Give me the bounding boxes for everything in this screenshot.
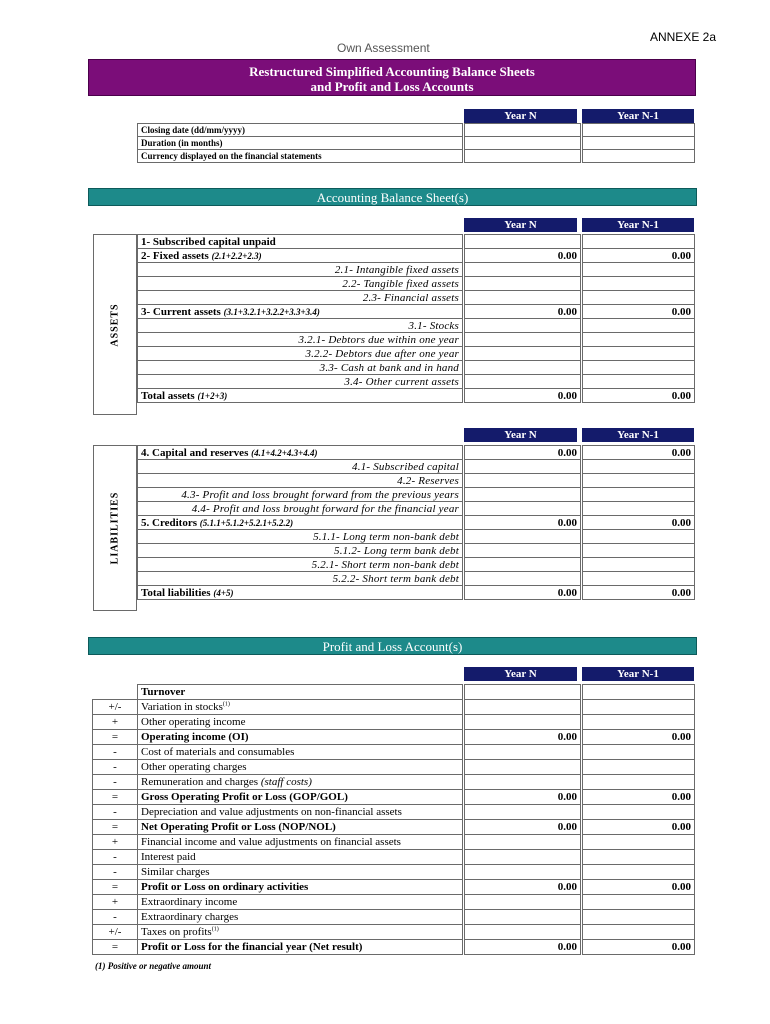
pl-year-n1-header: Year N-1 xyxy=(582,667,694,681)
liability-label-text: 4.4- Profit and loss brought forward for the financial year xyxy=(191,502,459,515)
pl-operator: + xyxy=(93,715,138,730)
pl-label xyxy=(138,730,463,745)
liability-row xyxy=(138,474,695,488)
asset-label xyxy=(138,249,463,263)
asset-label-text: 3.2.2- Debtors due after one year xyxy=(305,347,459,360)
liab-year-n1-header: Year N-1 xyxy=(582,428,694,442)
asset-label-text: 2.2- Tangible fixed assets xyxy=(342,277,459,290)
liability-row xyxy=(138,502,695,516)
pl-label-text: Taxes on profits xyxy=(141,926,212,938)
pl-value-n[interactable] xyxy=(465,850,581,865)
pl-row xyxy=(93,910,695,925)
liability-label xyxy=(138,488,463,502)
pl-value-n1[interactable]: 0.00 xyxy=(583,880,695,895)
pl-value-n1[interactable] xyxy=(583,910,695,925)
pl-operator xyxy=(93,685,138,700)
liability-row xyxy=(138,586,695,600)
pl-title: Profit and Loss Account(s) xyxy=(88,637,697,655)
pl-year-n-header: Year N xyxy=(464,667,577,681)
liability-label-text: 4.1- Subscribed capital xyxy=(352,460,459,473)
liability-value-n[interactable] xyxy=(465,488,581,502)
info-value-n1[interactable] xyxy=(583,150,695,163)
pl-value-n[interactable] xyxy=(465,700,581,715)
pl-table xyxy=(92,684,695,955)
pl-value-n1[interactable]: 0.00 xyxy=(583,940,695,955)
asset-row xyxy=(138,291,695,305)
liability-row xyxy=(138,460,695,474)
asset-label xyxy=(138,333,463,347)
pl-label xyxy=(138,715,463,730)
liability-label xyxy=(138,544,463,558)
asset-formula: (1+2+3) xyxy=(197,390,228,401)
liability-label-text: 4.2- Reserves xyxy=(397,474,459,487)
liabilities-side-label: LIABILITIES xyxy=(93,445,137,611)
pl-value-n1[interactable] xyxy=(583,745,695,760)
liability-formula: (4+5) xyxy=(213,587,234,598)
pl-operator: - xyxy=(93,775,138,790)
pl-operator: + xyxy=(93,895,138,910)
pl-value-n1[interactable]: 0.00 xyxy=(583,790,695,805)
asset-formula: (3.1+3.2.1+3.2.2+3.3+3.4) xyxy=(223,306,320,317)
info-value-n[interactable] xyxy=(465,137,581,150)
liability-value-n[interactable] xyxy=(465,474,581,488)
pl-row xyxy=(93,820,695,835)
pl-label-text: Variation in stocks xyxy=(141,701,223,713)
asset-row xyxy=(138,347,695,361)
pl-label xyxy=(138,850,463,865)
pl-value-n[interactable] xyxy=(465,865,581,880)
asset-value-n[interactable] xyxy=(465,291,581,305)
pl-value-n[interactable]: 0.00 xyxy=(465,820,581,835)
liability-label xyxy=(138,530,463,544)
liability-value-n1[interactable]: 0.00 xyxy=(583,446,695,460)
liability-formula: (4.1+4.2+4.3+4.4) xyxy=(251,447,318,458)
liability-value-n[interactable] xyxy=(465,460,581,474)
liability-value-n1[interactable] xyxy=(583,474,695,488)
pl-label xyxy=(138,760,463,775)
asset-label xyxy=(138,361,463,375)
pl-label xyxy=(138,805,463,820)
pl-row xyxy=(93,895,695,910)
info-value-n1[interactable] xyxy=(583,124,695,137)
asset-label xyxy=(138,347,463,361)
liability-row xyxy=(138,572,695,586)
pl-operator: - xyxy=(93,760,138,775)
pl-operator: - xyxy=(93,850,138,865)
info-year-n1-header: Year N-1 xyxy=(582,109,694,123)
pl-value-n[interactable] xyxy=(465,805,581,820)
asset-value-n[interactable] xyxy=(465,263,581,277)
liability-formula: (5.1.1+5.1.2+5.2.1+5.2.2) xyxy=(199,517,294,528)
asset-value-n1[interactable]: 0.00 xyxy=(583,249,695,263)
asset-row xyxy=(138,319,695,333)
asset-label-text: 3- Current assets xyxy=(141,305,221,318)
pl-operator: + xyxy=(93,835,138,850)
annexe-label: ANNEXE 2a xyxy=(649,30,716,44)
liability-row xyxy=(138,488,695,502)
liability-value-n[interactable] xyxy=(465,530,581,544)
liability-value-n[interactable]: 0.00 xyxy=(465,516,581,530)
liability-row xyxy=(138,446,695,460)
pl-value-n1[interactable] xyxy=(583,925,695,940)
pl-row xyxy=(93,805,695,820)
pl-value-n1[interactable] xyxy=(583,700,695,715)
liability-value-n1[interactable]: 0.00 xyxy=(583,586,695,600)
info-value-n1[interactable] xyxy=(583,137,695,150)
pl-operator: = xyxy=(93,940,138,955)
liability-value-n1[interactable] xyxy=(583,544,695,558)
pl-label-text: Depreciation and value adjustments on non-financial assets xyxy=(141,806,402,818)
asset-value-n1[interactable] xyxy=(583,235,695,249)
asset-value-n1[interactable]: 0.00 xyxy=(583,389,695,403)
asset-value-n1[interactable] xyxy=(583,319,695,333)
liability-label xyxy=(138,446,463,460)
pl-label-text: Other operating income xyxy=(141,716,246,728)
liability-label xyxy=(138,572,463,586)
pl-operator: - xyxy=(93,745,138,760)
pl-operator: - xyxy=(93,865,138,880)
pl-value-n1[interactable] xyxy=(583,775,695,790)
liability-label xyxy=(138,502,463,516)
asset-row xyxy=(138,277,695,291)
pl-label-text: Extraordinary income xyxy=(141,896,238,908)
liability-row xyxy=(138,516,695,530)
asset-label xyxy=(138,291,463,305)
pl-value-n[interactable]: 0.00 xyxy=(465,730,581,745)
liability-label xyxy=(138,586,463,600)
pl-operator: - xyxy=(93,805,138,820)
pl-value-n[interactable] xyxy=(465,745,581,760)
pl-value-n[interactable] xyxy=(465,760,581,775)
asset-row xyxy=(138,235,695,249)
info-label: Currency displayed on the financial statements xyxy=(138,150,463,163)
asset-label-text: 2- Fixed assets xyxy=(141,249,209,262)
own-assessment-label: Own Assessment xyxy=(337,41,430,55)
asset-value-n[interactable] xyxy=(465,235,581,249)
pl-value-n1[interactable] xyxy=(583,865,695,880)
title-line-2: and Profit and Loss Accounts xyxy=(310,79,474,94)
pl-value-n[interactable]: 0.00 xyxy=(465,790,581,805)
pl-value-n[interactable] xyxy=(465,910,581,925)
asset-label xyxy=(138,235,463,249)
asset-label-text: 2.1- Intangible fixed assets xyxy=(334,263,459,276)
pl-value-n[interactable] xyxy=(465,895,581,910)
pl-row xyxy=(93,745,695,760)
pl-label-text: Cost of materials and consumables xyxy=(141,746,295,758)
pl-row xyxy=(93,940,695,955)
pl-label xyxy=(138,925,463,940)
pl-operator: = xyxy=(93,820,138,835)
asset-value-n1[interactable]: 0.00 xyxy=(583,305,695,319)
pl-value-n[interactable]: 0.00 xyxy=(465,940,581,955)
liability-value-n1[interactable] xyxy=(583,530,695,544)
asset-label-text: 3.2.1- Debtors due within one year xyxy=(298,333,459,346)
pl-label-note: (staff costs) xyxy=(260,776,312,788)
pl-operator: = xyxy=(93,880,138,895)
liability-label xyxy=(138,460,463,474)
pl-label xyxy=(138,685,463,700)
pl-value-n[interactable] xyxy=(465,835,581,850)
pl-row xyxy=(93,835,695,850)
asset-row xyxy=(138,263,695,277)
asset-label xyxy=(138,319,463,333)
liability-label-text: 4. Capital and reserves xyxy=(141,446,249,459)
asset-label xyxy=(138,375,463,389)
info-label: Duration (in months) xyxy=(138,137,463,150)
asset-value-n[interactable]: 0.00 xyxy=(465,249,581,263)
pl-label-text: Financial income and value adjustments on financial assets xyxy=(141,836,401,848)
liability-row xyxy=(138,530,695,544)
pl-label-text: Profit or Loss for the financial year (Net result) xyxy=(141,941,363,953)
asset-row xyxy=(138,375,695,389)
asset-label-text: 2.3- Financial assets xyxy=(362,291,459,304)
asset-value-n1[interactable] xyxy=(583,375,695,389)
liability-value-n[interactable] xyxy=(465,572,581,586)
pl-row xyxy=(93,760,695,775)
liability-label-text: 4.3- Profit and loss brought forward from the previous years xyxy=(181,488,459,501)
asset-row xyxy=(138,305,695,319)
assets-year-n-header: Year N xyxy=(464,218,577,232)
asset-label xyxy=(138,305,463,319)
pl-operator: +/- xyxy=(93,925,138,940)
pl-label-text: Gross Operating Profit or Loss (GOP/GOL) xyxy=(141,791,348,803)
asset-value-n1[interactable] xyxy=(583,291,695,305)
asset-label xyxy=(138,263,463,277)
asset-row xyxy=(138,249,695,263)
pl-label-text: Interest paid xyxy=(141,851,196,863)
asset-label-text: 3.3- Cash at bank and in hand xyxy=(319,361,459,374)
asset-label xyxy=(138,389,463,403)
pl-footnote-ref: (1) xyxy=(211,926,219,933)
asset-value-n1[interactable] xyxy=(583,277,695,291)
liability-label xyxy=(138,558,463,572)
asset-value-n[interactable]: 0.00 xyxy=(465,305,581,319)
liability-label-text: 5. Creditors xyxy=(141,516,198,529)
pl-label xyxy=(138,820,463,835)
liability-value-n1[interactable] xyxy=(583,460,695,474)
info-row xyxy=(138,137,695,150)
pl-value-n1[interactable] xyxy=(583,685,695,700)
pl-value-n1[interactable]: 0.00 xyxy=(583,730,695,745)
liability-value-n[interactable] xyxy=(465,502,581,516)
liability-value-n1[interactable] xyxy=(583,572,695,586)
liability-label-text: Total liabilities xyxy=(141,586,211,599)
liabilities-table xyxy=(137,445,695,600)
liability-label-text: 5.2.2- Short term bank debt xyxy=(332,572,459,585)
pl-row xyxy=(93,865,695,880)
asset-value-n[interactable] xyxy=(465,319,581,333)
info-value-n[interactable] xyxy=(465,124,581,137)
liability-value-n1[interactable] xyxy=(583,488,695,502)
pl-row xyxy=(93,850,695,865)
asset-value-n[interactable]: 0.00 xyxy=(465,389,581,403)
asset-row xyxy=(138,333,695,347)
asset-value-n1[interactable] xyxy=(583,263,695,277)
pl-value-n[interactable] xyxy=(465,685,581,700)
assets-year-n1-header: Year N-1 xyxy=(582,218,694,232)
asset-label-text: Total assets xyxy=(141,389,195,402)
info-row xyxy=(138,124,695,137)
asset-formula: (2.1+2.2+2.3) xyxy=(211,250,262,261)
pl-value-n1[interactable] xyxy=(583,760,695,775)
document-title xyxy=(88,59,696,96)
pl-operator: - xyxy=(93,910,138,925)
pl-value-n[interactable] xyxy=(465,775,581,790)
pl-row xyxy=(93,685,695,700)
liability-row xyxy=(138,544,695,558)
pl-value-n[interactable] xyxy=(465,715,581,730)
pl-row xyxy=(93,925,695,940)
liability-value-n1[interactable]: 0.00 xyxy=(583,516,695,530)
pl-value-n1[interactable] xyxy=(583,835,695,850)
asset-value-n[interactable] xyxy=(465,375,581,389)
asset-label xyxy=(138,277,463,291)
liability-label xyxy=(138,474,463,488)
balance-sheet-title: Accounting Balance Sheet(s) xyxy=(88,188,697,206)
asset-value-n1[interactable] xyxy=(583,333,695,347)
pl-label-text: Net Operating Profit or Loss (NOP/NOL) xyxy=(141,821,336,833)
liability-label-text: 5.2.1- Short term non-bank debt xyxy=(311,558,459,571)
pl-label-text: Other operating charges xyxy=(141,761,247,773)
pl-label xyxy=(138,790,463,805)
pl-row xyxy=(93,715,695,730)
pl-label-text: Remuneration and charges xyxy=(141,776,259,788)
pl-label-text: Profit or Loss on ordinary activities xyxy=(141,881,309,893)
assets-table xyxy=(137,234,695,403)
pl-label xyxy=(138,745,463,760)
liability-value-n[interactable]: 0.00 xyxy=(465,586,581,600)
liability-value-n1[interactable] xyxy=(583,558,695,572)
liability-label-text: 5.1.1- Long term non-bank debt xyxy=(313,530,459,543)
pl-label-text: Turnover xyxy=(141,686,186,698)
info-year-n-header: Year N xyxy=(464,109,577,123)
asset-value-n[interactable] xyxy=(465,347,581,361)
pl-label xyxy=(138,775,463,790)
pl-value-n[interactable] xyxy=(465,925,581,940)
pl-row xyxy=(93,700,695,715)
pl-value-n1[interactable] xyxy=(583,805,695,820)
liability-value-n1[interactable] xyxy=(583,502,695,516)
pl-value-n1[interactable] xyxy=(583,715,695,730)
asset-value-n[interactable] xyxy=(465,333,581,347)
asset-label-text: 3.1- Stocks xyxy=(408,319,459,332)
title-line-1: Restructured Simplified Accounting Balance Sheets xyxy=(249,64,535,79)
info-row xyxy=(138,150,695,163)
asset-row xyxy=(138,389,695,403)
asset-value-n1[interactable] xyxy=(583,361,695,375)
pl-value-n[interactable]: 0.00 xyxy=(465,880,581,895)
asset-value-n[interactable] xyxy=(465,361,581,375)
liability-value-n[interactable] xyxy=(465,544,581,558)
pl-label xyxy=(138,700,463,715)
pl-label xyxy=(138,895,463,910)
pl-label xyxy=(138,910,463,925)
pl-label xyxy=(138,940,463,955)
pl-label-text: Operating income (OI) xyxy=(141,731,249,743)
pl-value-n1[interactable] xyxy=(583,895,695,910)
pl-row xyxy=(93,790,695,805)
pl-row xyxy=(93,775,695,790)
asset-label-text: 3.4- Other current assets xyxy=(344,375,459,388)
pl-label xyxy=(138,835,463,850)
liab-year-n-header: Year N xyxy=(464,428,577,442)
info-value-n[interactable] xyxy=(465,150,581,163)
asset-value-n1[interactable] xyxy=(583,347,695,361)
pl-value-n1[interactable] xyxy=(583,850,695,865)
pl-row xyxy=(93,730,695,745)
pl-operator: = xyxy=(93,730,138,745)
pl-operator: = xyxy=(93,790,138,805)
footnote: (1) Positive or negative amount xyxy=(95,961,211,971)
liability-value-n[interactable] xyxy=(465,558,581,572)
liability-row xyxy=(138,558,695,572)
asset-label-text: 1- Subscribed capital unpaid xyxy=(141,235,276,248)
pl-label-text: Similar charges xyxy=(141,866,210,878)
assets-side-label: ASSETS xyxy=(93,234,137,415)
pl-label xyxy=(138,880,463,895)
info-label: Closing date (dd/mm/yyyy) xyxy=(138,124,463,137)
info-table xyxy=(137,123,695,163)
pl-label-text: Extraordinary charges xyxy=(141,911,239,923)
liability-value-n[interactable]: 0.00 xyxy=(465,446,581,460)
pl-row xyxy=(93,880,695,895)
asset-value-n[interactable] xyxy=(465,277,581,291)
pl-footnote-ref: (1) xyxy=(222,701,230,708)
pl-operator: +/- xyxy=(93,700,138,715)
liability-label-text: 5.1.2- Long term bank debt xyxy=(334,544,459,557)
asset-row xyxy=(138,361,695,375)
pl-value-n1[interactable]: 0.00 xyxy=(583,820,695,835)
liability-label xyxy=(138,516,463,530)
pl-label xyxy=(138,865,463,880)
